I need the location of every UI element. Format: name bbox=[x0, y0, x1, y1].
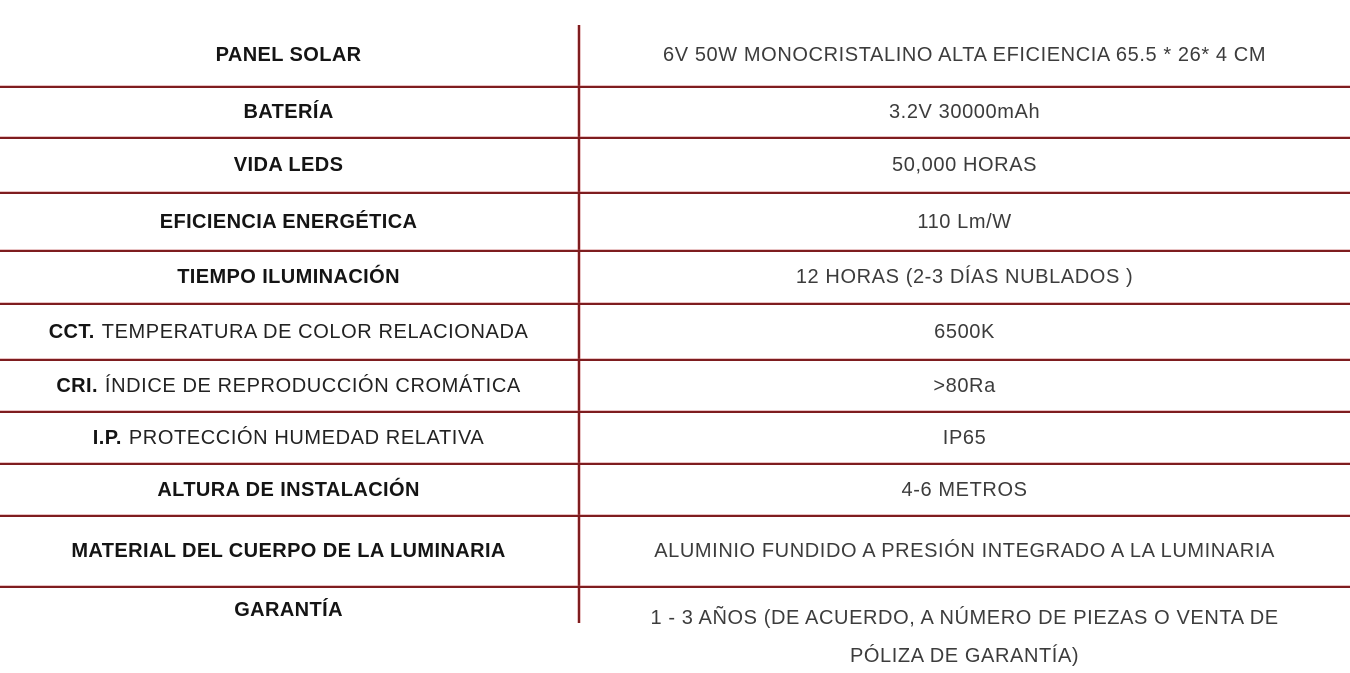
spec-value-text: ALUMINIO FUNDIDO A PRESIÓN INTEGRADO A LA LUMINARIA bbox=[654, 540, 1275, 562]
spec-value-text: 12 HORAS (2-3 DÍAS NUBLADOS ) bbox=[795, 266, 1134, 288]
spec-label-prefix: CCT. bbox=[48, 320, 95, 343]
spec-value-cell bbox=[579, 194, 1350, 250]
spec-label-text: VIDA LEDS bbox=[233, 154, 344, 176]
table-row-cri bbox=[0, 359, 1350, 411]
spec-label-cell bbox=[0, 413, 577, 463]
table-row-material-cuerpo bbox=[0, 515, 1350, 586]
spec-label-cell bbox=[0, 305, 577, 359]
spec-label-text: PANEL SOLAR bbox=[215, 44, 362, 66]
table-row-ip bbox=[0, 411, 1350, 463]
spec-label-cell bbox=[0, 194, 577, 250]
table-row-eficiencia-energetica bbox=[0, 192, 1350, 250]
spec-label-text: ÍNDICE DE REPRODUCCIÓN CROMÁTICA bbox=[104, 374, 521, 397]
table-row-panel-solar bbox=[0, 25, 1350, 86]
spec-label-text: BATERÍA bbox=[243, 101, 334, 123]
spec-value-text: 4-6 METROS bbox=[901, 478, 1028, 501]
spec-label-cell bbox=[0, 25, 577, 86]
table-row-vida-leds bbox=[0, 137, 1350, 192]
spec-label-text: ALTURA DE INSTALACIÓN bbox=[157, 478, 420, 501]
spec-value-text: 50,000 HORAS bbox=[892, 154, 1038, 176]
spec-label-prefix: CRI. bbox=[56, 374, 98, 397]
table-row-garantia bbox=[0, 586, 1350, 673]
spec-label-text: PROTECCIÓN HUMEDAD RELATIVA bbox=[128, 426, 485, 449]
spec-value-cell bbox=[579, 361, 1350, 411]
spec-value-cell bbox=[579, 305, 1350, 359]
spec-value-text: 6500K bbox=[934, 320, 995, 343]
spec-label-cell bbox=[0, 139, 577, 192]
spec-label-cell bbox=[0, 588, 577, 622]
spec-value-cell bbox=[579, 139, 1350, 192]
spec-value-text: 110 Lm/W bbox=[917, 210, 1012, 233]
spec-label-text: TEMPERATURA DE COLOR RELACIONADA bbox=[101, 320, 529, 343]
spec-label-cell bbox=[0, 361, 577, 411]
spec-value-text: 3.2V 30000mAh bbox=[888, 101, 1041, 123]
spec-label-cell bbox=[0, 252, 577, 303]
spec-label-cell bbox=[0, 88, 577, 137]
table-row-altura-instalacion bbox=[0, 463, 1350, 515]
spec-label-prefix: I.P. bbox=[92, 426, 122, 449]
spec-value-text: IP65 bbox=[942, 426, 987, 449]
spec-value-cell bbox=[579, 25, 1350, 86]
spec-value-cell bbox=[579, 588, 1350, 673]
table-row-bateria bbox=[0, 86, 1350, 137]
table-row-tiempo-iluminacion bbox=[0, 250, 1350, 303]
table-row-cct bbox=[0, 303, 1350, 359]
spec-label-cell bbox=[0, 517, 577, 586]
spec-value-cell bbox=[579, 465, 1350, 515]
spec-label-text: GARANTÍA bbox=[234, 599, 343, 621]
spec-value-text: 6V 50W MONOCRISTALINO ALTA EFICIENCIA 65.5 * 26* 4 CM bbox=[663, 44, 1267, 66]
spec-label-cell bbox=[0, 465, 577, 515]
spec-value-text: 1 - 3 AÑOS (DE ACUERDO, A NÚMERO DE PIEZAS O VENTA DE PÓLIZA DE GARANTÍA) bbox=[650, 607, 1279, 667]
spec-value-cell bbox=[579, 517, 1350, 586]
spec-label-text: MATERIAL DEL CUERPO DE LA LUMINARIA bbox=[71, 540, 506, 562]
spec-value-cell bbox=[579, 413, 1350, 463]
spec-label-text: TIEMPO ILUMINACIÓN bbox=[177, 266, 400, 288]
spec-value-cell bbox=[579, 252, 1350, 303]
spec-value-cell bbox=[579, 88, 1350, 137]
spec-value-text: >80Ra bbox=[933, 374, 996, 397]
spec-table bbox=[0, 25, 1350, 673]
spec-label-text: EFICIENCIA ENERGÉTICA bbox=[159, 210, 418, 233]
